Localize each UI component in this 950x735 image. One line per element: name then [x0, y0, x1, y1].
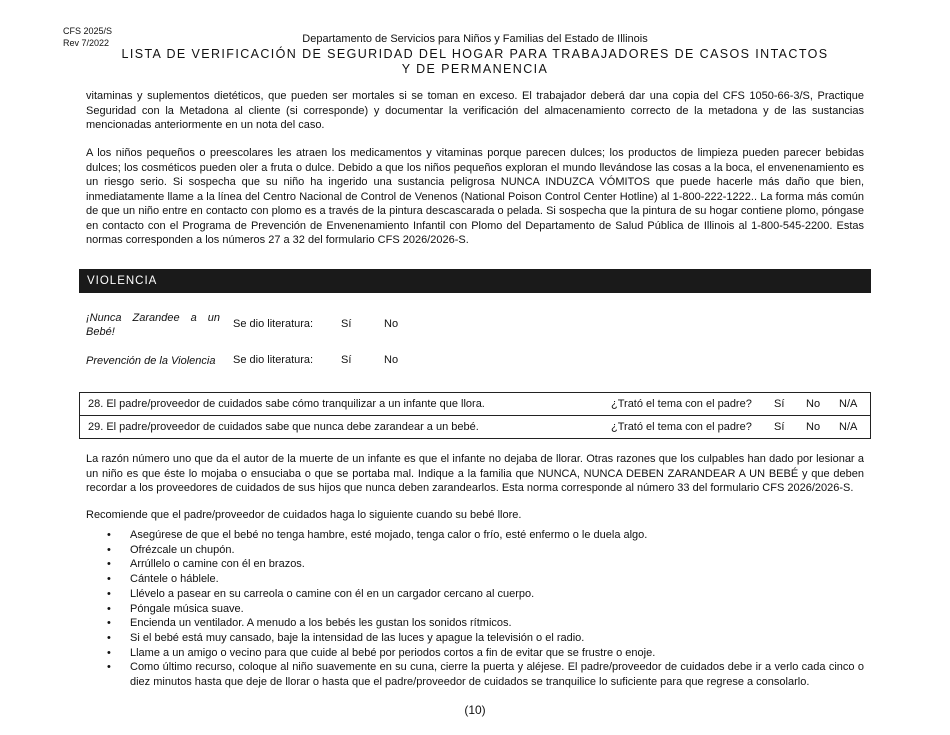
form-revision: Rev 7/2022: [63, 38, 110, 48]
discussed-label: ¿Trató el tema con el padre?: [611, 421, 752, 433]
answer-na-option[interactable]: N/A: [839, 421, 858, 433]
list-item: • Como último recurso, coloque al niño suavemente en su cuna, cierre la puerta y aléjese. El padre/proveedor de cuidados debe ir a verlo cada cinco o diez minutos hasta que deje de llorar o hasta que el padre/proveedor de cuidados se tranquilice lo suficiente para que regrese a consolarlo.: [86, 660, 864, 689]
list-item: • Arrúllelo o camine con él en brazos.: [86, 557, 864, 572]
discussed-label: ¿Trató el tema con el padre?: [611, 398, 752, 410]
literature-yes-option[interactable]: Sí: [341, 318, 352, 330]
title-line-1: LISTA DE VERIFICACIÓN DE SEGURIDAD DEL HOGAR PARA TRABAJADORES DE CASOS INTACTOS: [121, 47, 829, 61]
intro-paragraph-1: vitaminas y suplementos dietéticos, que pueden ser mortales si se toman en exceso. El trabajador deberá dar una copia del CFS 1050-66-3/S, Practique Seguridad con la Metadona al cliente (si corresponde) y documentar la verificación del almacenamiento correcto de la metadona y de las sustancias mencionadas anteriormente en un nota del caso.: [86, 90, 864, 131]
checklist-table: [79, 392, 871, 439]
literature-no-option[interactable]: No: [384, 354, 399, 366]
literature-name: ¡Nunca Zarandee a un Bebé!: [86, 312, 220, 338]
list-item: • Encienda un ventilador. A menudo a los bebés les gustan los sonidos rítmicos.: [86, 616, 864, 631]
table-row: [80, 393, 870, 415]
literature-given-label: Se dio literatura:: [233, 318, 314, 330]
list-item: • Llame a un amigo o vecino para que cuide al bebé por periodos cortos a fin de evitar que se frustre o enoje.: [86, 646, 864, 661]
literature-no-option[interactable]: No: [384, 318, 399, 330]
question-text: 29. El padre/proveedor de cuidados sabe que nunca debe zarandear a un bebé.: [88, 421, 479, 433]
list-item: • Póngale música suave.: [86, 602, 864, 617]
department-name: Departamento de Servicios para Niños y Familias del Estado de Illinois: [302, 33, 648, 45]
table-row: [80, 415, 870, 438]
literature-given-label: Se dio literatura:: [233, 354, 314, 366]
question-text: 28. El padre/proveedor de cuidados sabe cómo tranquilizar a un infante que llora.: [88, 398, 485, 410]
form-code: CFS 2025/S: [63, 26, 113, 36]
answer-na-option[interactable]: N/A: [839, 398, 858, 410]
recommendation-intro: Recomiende que el padre/proveedor de cuidados haga lo siguiente cuando su bebé llore.: [86, 509, 522, 521]
page-number: (10): [464, 703, 486, 717]
list-item: • Asegúrese de que el bebé no tenga hambre, esté mojado, tenga calor o frío, esté enfermo o le duela algo.: [86, 528, 864, 543]
list-item: • Llévelo a pasear en su carreola o camine con él en un cargador cercano al cuerpo.: [86, 587, 864, 602]
literature-name: Prevención de la Violencia: [86, 355, 216, 367]
document-title: [0, 47, 950, 77]
list-item: • Si el bebé está muy cansado, baje la intensidad de las luces y apague la televisión o el radio.: [86, 631, 864, 646]
literature-yes-option[interactable]: Sí: [341, 354, 352, 366]
shaking-paragraph: La razón número uno que da el autor de la muerte de un infante es que el infante no dejaba de llorar. Otras razones que los culpables han dado por lesionar a un niño es que éste lo mojaba o ensuciaba o que se portaba mal. Indique a la familia que NUNCA, NUNCA DEBEN ZARANDEAR A UN BEBÉ y que deben recordar a los proveedores de cuidados de sus hijos que nunca deben zarandearlos. Esta norma corresponde al número 33 del formulario CFS 2026/2026-S.: [86, 453, 864, 494]
answer-no-option[interactable]: No: [806, 421, 821, 433]
list-item: • Cántele o háblele.: [86, 572, 864, 587]
answer-no-option[interactable]: No: [806, 398, 821, 410]
answer-yes-option[interactable]: Sí: [774, 421, 785, 433]
section-header-violence: VIOLENCIA: [79, 269, 871, 293]
intro-paragraph-2: A los niños pequeños o preescolares les atraen los medicamentos y vitaminas porque parecen dulces; los productos de limpieza pueden parecer bebidas dulces; los cosméticos pueden oler a fruta o dulce. Debido a que los niños pequeños exploran el mundo llevándose las cosas a la boca, el envenenamiento es un riesgo serio. Si sospecha que su niño ha ingerido una sustancia peligrosa NUNCA INDUZCA VÓMITOS que puede hacerle más daño que bien, inmediatamente llame a la línea del Centro Nacional de Control de Venenos (National Poison Control Center Hotline) al 1-800-222-1222.. La forma más común de que un niño entre en contacto con plomo es a través de la pintura descascarada o pelada. Si sospecha que la pintura de su hogar contiene plomo, póngase en contacto con el Programa de Prevención de Envenenamiento Infantil con Plomo del Departamento de Salud Pública de Illinois al 1-800-545-2200. Estas normas corresponden a los números 27 a 32 del formulario CFS 2026/2026-S.: [86, 147, 864, 246]
crying-tips-list: [86, 528, 864, 690]
title-line-2: Y DE PERMANENCIA: [401, 62, 549, 76]
answer-yes-option[interactable]: Sí: [774, 398, 785, 410]
list-item: • Ofrézcale un chupón.: [86, 543, 864, 558]
